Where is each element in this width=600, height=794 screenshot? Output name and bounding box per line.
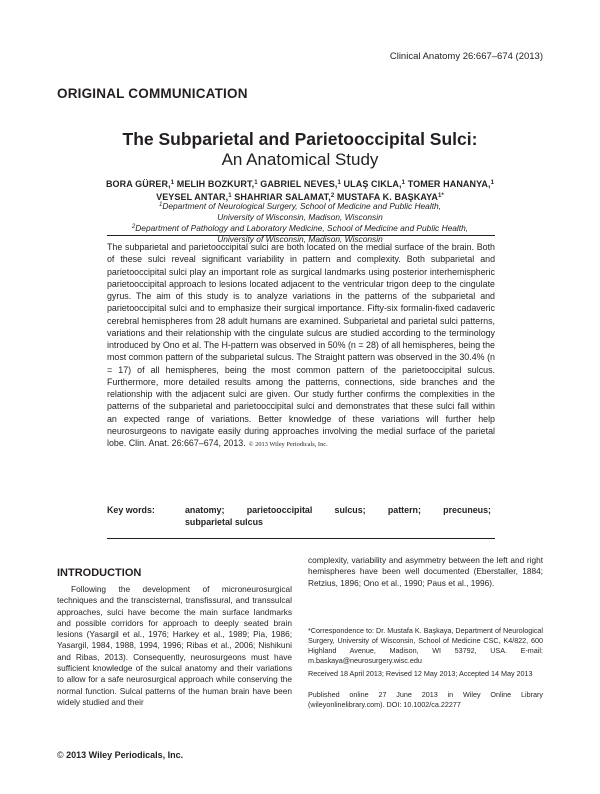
keywords-label: Key words: (107, 505, 155, 515)
correspondence-note: *Correspondence to: Dr. Mustafa K. Başkaya, Department of Neurological Surgery, University of Wisconsin, School of Medicine CSC, K4/822, 600 Highland Avenue, Madison, WI 53792, USA. E-mail: m.baskaya@neurosurgery.wisc.edu (308, 626, 543, 665)
author: BORA GÜRER,$^1$ (105, 179, 175, 189)
author-list (57, 178, 543, 203)
author: TOMER HANANYA,$^1$ (407, 179, 495, 189)
copyright-symbol: © (57, 750, 64, 760)
affiliation-continued: University of Wisconsin, Madison, Wisconsin (217, 234, 383, 244)
author: ULAŞ CIKLA,$^1$ (343, 179, 406, 189)
abstract (107, 241, 495, 451)
author: VEYSEL ANTAR,$^1$ (156, 191, 232, 202)
article-subtitle: An Anatomical Study (221, 150, 379, 169)
publication-info: Published online 27 June 2013 in Wiley Online Library (wileyonlinelibrary.com). DOI: 10.1002/ca.22277 (308, 690, 543, 709)
author: GABRIEL NEVES,$^1$ (260, 179, 341, 189)
affiliation: $^2$Department of Pathology and Laboratory Medicine, School of Medicine and Public Health, (131, 223, 469, 233)
author: SHAHRIAR SALAMAT,$^2$ (234, 191, 335, 202)
abstract-top-rule (107, 235, 495, 236)
footer-copyright (57, 750, 183, 760)
introduction-paragraph: Following the development of microneurosurgical techniques and the transcisternal, transfissural, and transsulcal approaches, sulci have become the main surface landmarks and possible corridors for approach to deeply seated brain lesions (Yasargil et al., 1976; Harkey et al., 1989; Pia, 1986; Yasargil, 1984, 1988, 1994, 1996; Ribas et al., 2006; Nishikuni and Ribas, 2013). Consequently, neurosurgeons must have sufficient knowledge of the sulcal anatomy and their variations to allow for a safe neurosurgical approach while conserving the normal function. Sulcal patterns of the human brain have been widely studied and their (57, 584, 292, 707)
article-title: The Subparietal and Parietooccipital Sulci: (122, 129, 478, 149)
author: MUSTAFA K. $BAŞKAYA^{1*}$ (336, 191, 444, 202)
introduction-heading: INTRODUCTION (57, 567, 142, 579)
introduction-paragraph-continued: complexity, variability and asymmetry between the left and right hemispheres have been well documented (Eberstaller, 1884; Retzius, 1896; Ono et al., 1990; Paus et al., 1996). (308, 555, 543, 588)
footer-copyright-text: 2013 Wiley Periodicals, Inc. (66, 750, 184, 760)
journal-reference: Clinical Anatomy 26:667–674 (2013) (389, 51, 543, 62)
title-block (57, 129, 543, 170)
abstract-copyright: © 2013 Wiley Periodicals, Inc. (248, 441, 328, 448)
keywords-list: anatomy; parietooccipital sulcus; pattern; precuneus; (185, 505, 491, 515)
keywords-list-continued: subparietal sulcus (185, 516, 263, 527)
received-dates: Received 18 April 2013; Revised 12 May 2013; Accepted 14 May 2013 (308, 669, 533, 678)
abstract-text: The subparietal and parietooccipital sulci are both located on the medial surface of the brain. Both of these sulci reveal significant variability in pattern and complexity. Both subparietal and parietooccipital sulci play an important role as surgical landmarks using posterior interhemispheric parietooccipital approach to lesions located adjacent to the ventricular trigon deep to the cingulate gyrus. The aim of this study is to analyze variations in the patterns of the subparietal and parietooccipital sulci and to emphasize their surgical importance. Fifty-six formalin-fixed cadaveric cerebral hemispheres from 28 adult humans are examined. Subparietal and parietal sulci patterns, variations and their relationship with the cingulate sulcus are studied according to the terminology introduced by Ono et al. The H-pattern was observed in 50% (n = 28) of all hemispheres, being the most common pattern of the subparietal sulcus. The Straight pattern was observed in the 30.4% (n = 17) of all hemispheres, being the most common pattern of the parietooccipital sulcus. Furthermore, more detailed results among the patterns, connections, side branches and the relationship with the adjacent sulci are given. Our study further confirms the complexities in the patterns of the subparietal and parietooccipital sulci and demonstrates that these sulci fall within an expected range of variations. Better knowledge of these variations will further help neurosurgeons to navigate easily during approaches involving the medial surface of the parietal lobe. Clin. Anat. 26:667–674, 2013. (107, 242, 495, 448)
keywords (107, 505, 495, 528)
affiliation-continued: University of Wisconsin, Madison, Wisconsin (217, 212, 383, 222)
section-label: ORIGINAL COMMUNICATION (57, 86, 248, 101)
abstract-bottom-rule (107, 538, 495, 539)
author: MELIH BOZKURT,$^1$ (176, 179, 258, 189)
affiliation: $^1$Department of Neurological Surgery, School of Medicine and Public Health, (158, 201, 442, 211)
affiliations (57, 201, 543, 245)
